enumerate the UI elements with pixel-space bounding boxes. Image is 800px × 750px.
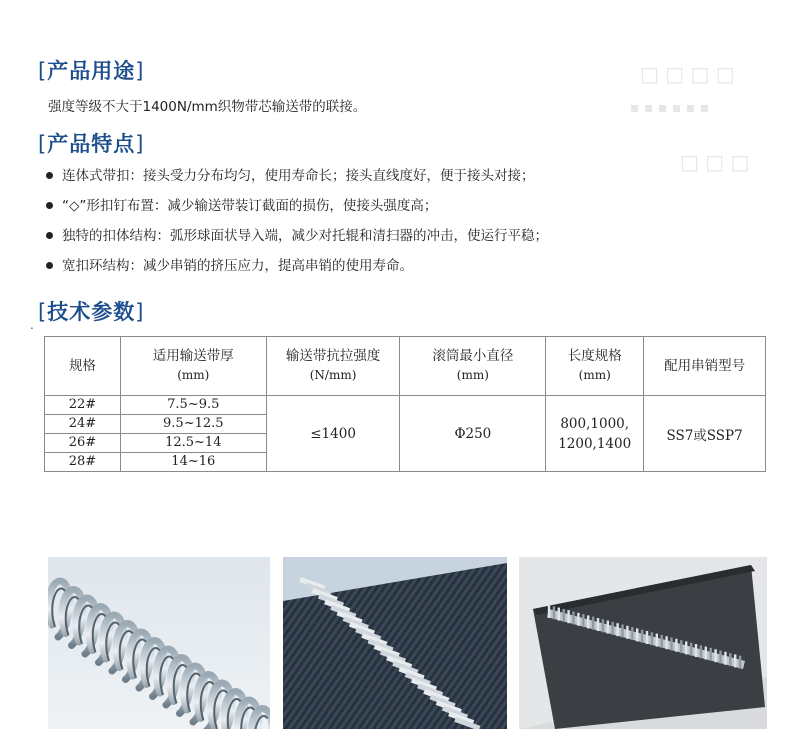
cell-spec: 24# xyxy=(45,415,121,434)
bullet-icon xyxy=(46,202,53,209)
cell-thickness: 12.5~14 xyxy=(120,434,266,453)
lead-marker: . xyxy=(30,318,34,332)
cell-spec: 22# xyxy=(45,396,121,415)
header-length: 长度规格 (mm) xyxy=(546,337,644,396)
feature-text: 独特的扣体结构：弧形球面状导入端，减少对托辊和清扫器的冲击，使运行平稳； xyxy=(62,228,548,244)
features-list xyxy=(46,166,548,286)
spec-table-header-row xyxy=(45,337,766,396)
usage-heading-text: 产品用途 xyxy=(47,59,136,83)
length-line-2: 1200,1400 xyxy=(558,435,632,452)
feature-text: 宽扣环结构：减少串销的挤压应力，提高串销的使用寿命。 xyxy=(62,258,413,274)
bleed-through-decoration: □ □ □ xyxy=(680,150,750,174)
spec-table xyxy=(44,336,766,472)
cell-thickness: 14~16 xyxy=(120,453,266,472)
header-thickness: 适用输送带厚 (mm) xyxy=(120,337,266,396)
specs-heading: [技术参数] xyxy=(38,300,145,324)
table-row xyxy=(45,396,766,415)
belt-sample-photo xyxy=(519,557,767,729)
features-heading: [产品特点] xyxy=(38,132,145,156)
feature-item xyxy=(46,196,548,226)
bullet-icon xyxy=(46,232,53,239)
header-pin: 配用串销型号 xyxy=(644,337,766,396)
features-heading-text: 产品特点 xyxy=(47,132,136,156)
feature-item xyxy=(46,166,548,196)
cell-thickness: 7.5~9.5 xyxy=(120,396,266,415)
bullet-icon xyxy=(46,262,53,269)
bleed-through-decoration: ▪ ▪ ▪ ▪ ▪ ▪ xyxy=(630,100,710,116)
cell-drum: Φ250 xyxy=(400,396,546,472)
header-spec: 规格 xyxy=(45,337,121,396)
feature-item xyxy=(46,256,548,286)
header-strength: 输送带抗拉强度 (N/mm) xyxy=(266,337,400,396)
fastener-closeup-photo xyxy=(48,557,270,729)
cell-spec: 26# xyxy=(45,434,121,453)
feature-text: 连体式带扣：接头受力分布均匀，使用寿命长；接头直线度好，便于接头对接； xyxy=(62,168,535,184)
cell-length xyxy=(546,396,644,472)
usage-heading: [产品用途] xyxy=(38,59,145,83)
usage-text: 强度等级不大于1400N/mm织物带芯输送带的联接。 xyxy=(48,99,367,115)
bullet-icon xyxy=(46,172,53,179)
cell-pin: SS7或SSP7 xyxy=(644,396,766,472)
cell-spec: 28# xyxy=(45,453,121,472)
header-drum: 滚筒最小直径 (mm) xyxy=(400,337,546,396)
feature-item xyxy=(46,226,548,256)
belt-with-fastener-photo xyxy=(283,557,507,729)
feature-text: “◇”形扣钉布置：减少输送带装订截面的损伤，使接头强度高； xyxy=(62,198,438,214)
length-line-1: 800,1000, xyxy=(560,415,630,432)
cell-strength: ≤1400 xyxy=(266,396,400,472)
specs-heading-text: 技术参数 xyxy=(47,300,136,324)
bleed-through-decoration: □ □ □ □ xyxy=(640,62,735,86)
cell-thickness: 9.5~12.5 xyxy=(120,415,266,434)
